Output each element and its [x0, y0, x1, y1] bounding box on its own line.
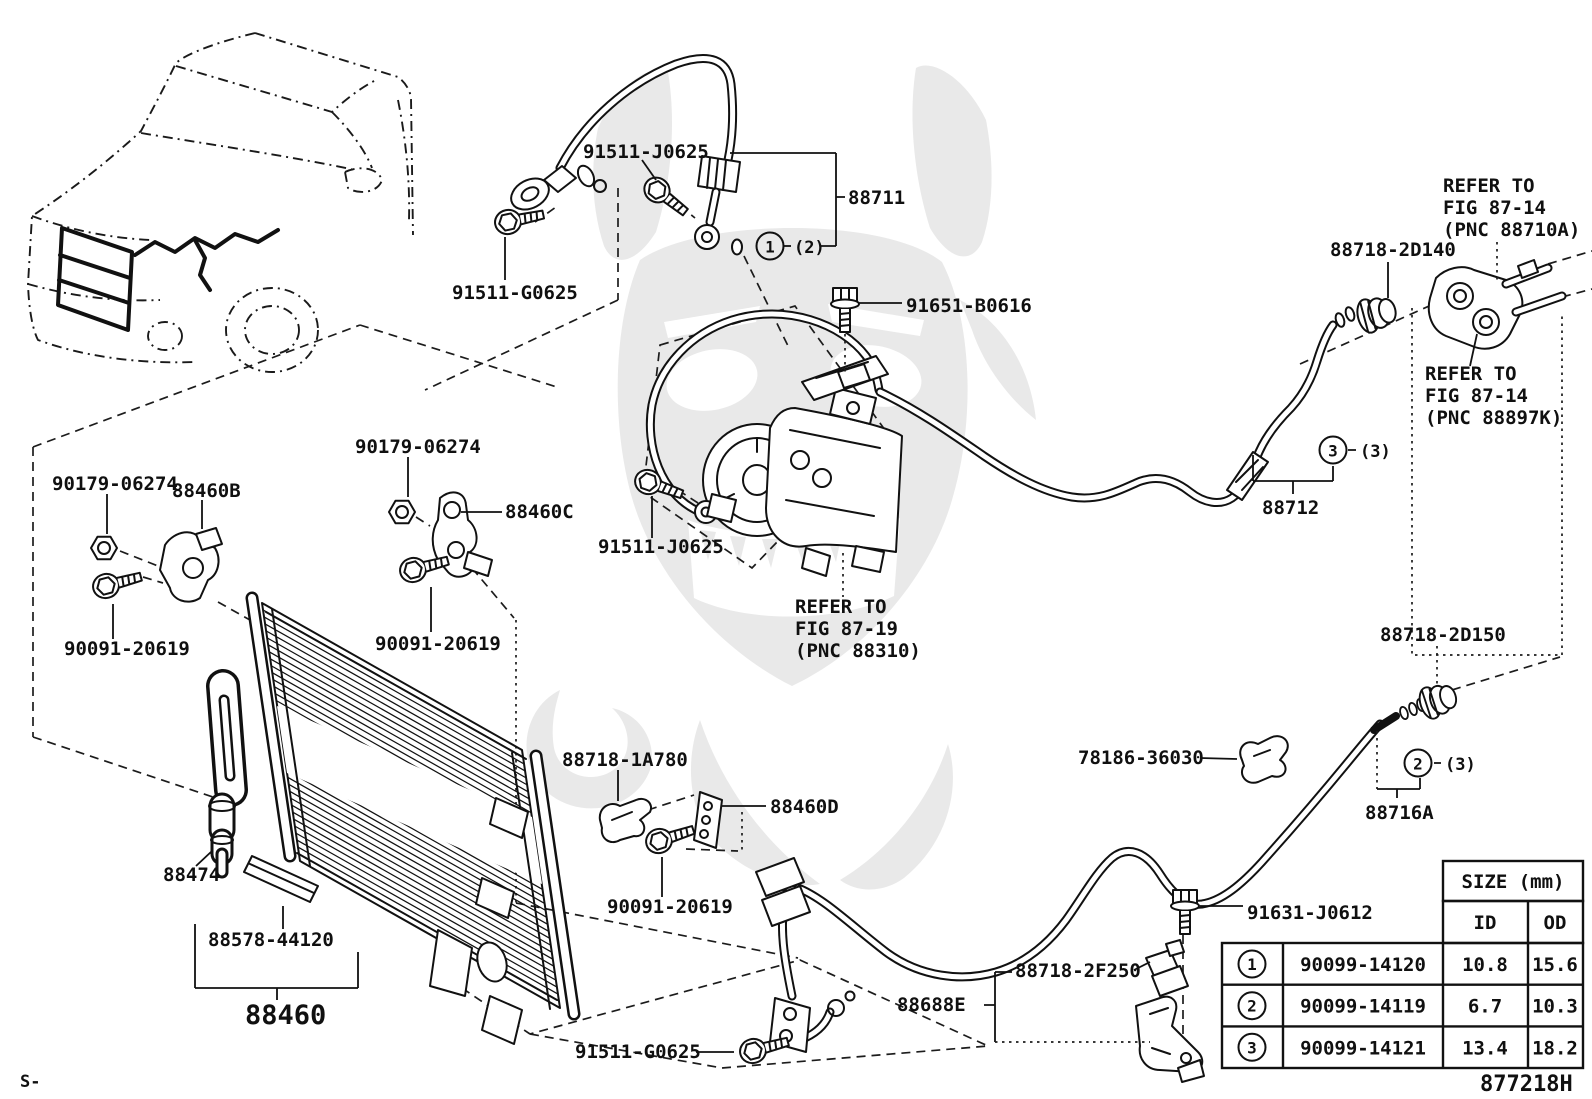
- label-refer-b-3: (PNC 88897K): [1425, 407, 1563, 429]
- row3-id: 13.4: [1462, 1037, 1508, 1060]
- label-78186-36030: 78186-36030: [1078, 747, 1204, 769]
- nut-90179-right: [389, 501, 415, 524]
- bolt-90091-condenser: [643, 818, 697, 856]
- size-table-col-id: ID: [1473, 912, 1497, 934]
- label-88688e: 88688E: [897, 994, 966, 1016]
- plate-88460d: [694, 792, 722, 848]
- label-refer-b-1: REFER TO: [1425, 363, 1517, 385]
- size-table-title: SIZE (mm): [1461, 871, 1565, 893]
- label-88718-2d140: 88718-2D140: [1330, 239, 1456, 261]
- row1-num: 1: [1247, 955, 1257, 974]
- callout-3-qty: (3): [1360, 442, 1391, 462]
- label-90179-right: 90179-06274: [355, 436, 481, 458]
- nut-90179-left: [91, 537, 117, 560]
- vehicle-sketch: [28, 33, 413, 372]
- label-88460: 88460: [245, 1000, 327, 1031]
- label-90091-condenser: 90091-20619: [607, 896, 733, 918]
- label-refer-c-2: FIG 87-19: [795, 618, 898, 640]
- label-91511-g0625-bottom: 91511-G0625: [575, 1041, 701, 1063]
- label-refer-a-1: REFER TO: [1443, 175, 1535, 197]
- label-refer-c-1: REFER TO: [795, 596, 887, 618]
- label-91651-b0616: 91651-B0616: [906, 295, 1032, 317]
- row2-num: 2: [1247, 996, 1257, 1016]
- row1-id: 10.8: [1462, 954, 1508, 976]
- label-88718-2d150: 88718-2D150: [1380, 624, 1506, 646]
- label-88474: 88474: [163, 864, 221, 886]
- figure-code: 877218H: [1480, 1072, 1573, 1097]
- label-91511-j0625-comp: 91511-J0625: [598, 536, 724, 558]
- row2-od: 10.3: [1532, 995, 1578, 1018]
- label-90179-left: 90179-06274: [52, 473, 178, 495]
- label-88460d: 88460D: [770, 796, 839, 818]
- label-91511-g0625-top: 91511-G0625: [452, 282, 578, 304]
- label-refer-b-2: FIG 87-14: [1425, 385, 1528, 407]
- row3-num: 3: [1247, 1038, 1257, 1058]
- bolt-91631-j0612: [1171, 890, 1199, 934]
- bracket-88688e: [1136, 997, 1204, 1082]
- label-88712: 88712: [1262, 497, 1320, 519]
- label-90091-right: 90091-20619: [375, 633, 501, 655]
- callout-1-qty: (2): [794, 238, 825, 258]
- row1-od: 15.6: [1532, 954, 1578, 976]
- clamp-88718-1a780: [600, 799, 651, 842]
- label-refer-a-2: FIG 87-14: [1443, 197, 1546, 219]
- clamp-78186-36030: [1240, 736, 1288, 783]
- label-88711: 88711: [848, 187, 906, 209]
- label-refer-a-3: (PNC 88710A): [1443, 219, 1581, 241]
- callout-2-qty: (3): [1445, 755, 1476, 775]
- union-fitting-refer-fig87-14: [1429, 260, 1562, 349]
- label-88716a: 88716A: [1365, 802, 1434, 824]
- label-88578-44120: 88578-44120: [208, 929, 334, 951]
- size-table-col-od: OD: [1543, 912, 1567, 934]
- clamp-88718-2f250: [1146, 940, 1188, 996]
- label-91631-j0612: 91631-J0612: [1247, 902, 1373, 924]
- callout-3-number: 3: [1328, 441, 1338, 461]
- condenser-assembly: [209, 598, 574, 1044]
- row3-od: 18.2: [1532, 1037, 1578, 1060]
- row2-part: 90099-14119: [1300, 995, 1426, 1018]
- callout-2-number: 2: [1413, 754, 1423, 774]
- bracket-88460b: [160, 528, 222, 602]
- callout-1-number: 1: [765, 237, 775, 257]
- label-88718-1a780: 88718-1A780: [562, 749, 688, 771]
- page-corner-mark: S-: [20, 1072, 41, 1092]
- bolt-90091-left: [90, 565, 144, 601]
- row2-id: 6.7: [1467, 995, 1503, 1018]
- grommet-2d150: [1416, 679, 1460, 721]
- label-91511-j0625-top: 91511-J0625: [583, 141, 709, 163]
- label-90091-left: 90091-20619: [64, 638, 190, 660]
- label-refer-c-3: (PNC 88310): [795, 640, 921, 662]
- grommet-2d140: [1354, 292, 1400, 335]
- row1-part: 90099-14120: [1300, 954, 1426, 976]
- label-88718-2f250: 88718-2F250: [1015, 960, 1141, 982]
- row3-part: 90099-14121: [1300, 1037, 1426, 1060]
- size-table: [1222, 861, 1583, 1068]
- label-88460c: 88460C: [505, 501, 574, 523]
- label-88460b: 88460B: [172, 480, 241, 502]
